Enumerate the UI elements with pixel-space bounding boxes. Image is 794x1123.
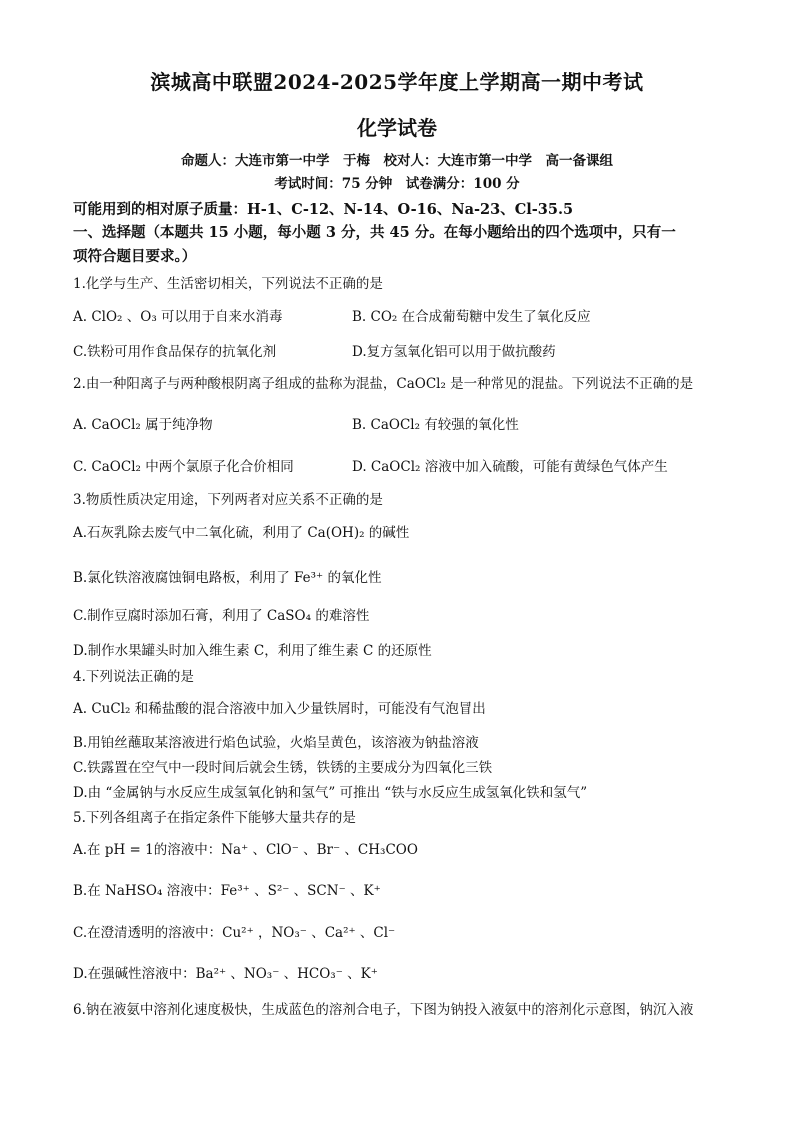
exam-title: 滨城高中联盟2024-2025学年度上学期高一期中考试: [150, 70, 644, 94]
q3-option-a: A.石灰乳除去废气中二氧化硫，利用了 Ca(OH)₂ 的碱性: [73, 525, 410, 541]
q5-option-b: B.在 NaHSO₄ 溶液中：Fe³⁺ 、S²⁻ 、SCN⁻ 、K⁺: [73, 883, 381, 899]
q2-option-a: A. CaOCl₂ 属于纯净物: [73, 417, 213, 433]
authors-line: 命题人：大连市第一中学 于梅 校对人：大连市第一中学 高一备课组: [181, 153, 613, 169]
q4-option-a: A. CuCl₂ 和稀盐酸的混合溶液中加入少量铁屑时，可能没有气泡冒出: [73, 701, 486, 717]
q5-option-c: C.在澄清透明的溶液中：Cu²⁺ ，NO₃⁻ 、Ca²⁺ 、Cl⁻: [73, 925, 396, 941]
exam-subtitle: 化学试卷: [357, 116, 437, 140]
section-heading-line1: 一、选择题（本题共 15 小题，每小题 3 分，共 45 分。在每小题给出的四个选项中，只有一: [73, 224, 676, 241]
q4-option-c: C.铁露置在空气中一段时间后就会生锈，铁锈的主要成分为四氧化三铁: [73, 760, 493, 776]
q1-stem: 1.化学与生产、生活密切相关，下列说法不正确的是: [73, 276, 383, 292]
q2-option-c: C. CaOCl₂ 中两个氯原子化合价相同: [73, 459, 294, 475]
q5-stem: 5.下列各组离子在指定条件下能够大量共存的是: [73, 810, 356, 826]
q3-option-b: B.氯化铁溶液腐蚀铜电路板，利用了 Fe³⁺ 的氧化性: [73, 570, 382, 586]
q1-option-a: A. ClO₂ 、O₃ 可以用于自来水消毒: [73, 309, 283, 325]
q2-stem: 2.由一种阳离子与两种酸根阴离子组成的盐称为混盐，CaOCl₂ 是一种常见的混盐。下列说法不正确的是: [73, 376, 694, 392]
q5-option-d: D.在强碱性溶液中：Ba²⁺ 、NO₃⁻ 、HCO₃⁻ 、K⁺: [73, 966, 378, 982]
q4-option-d: D.由 “金属钠与水反应生成氢氧化钠和氢气” 可推出 “铁与水反应生成氢氧化铁和氢气”: [73, 785, 588, 801]
q3-option-c: C.制作豆腐时添加石膏，利用了 CaSO₄ 的难溶性: [73, 608, 370, 624]
q1-option-c: C.铁粉可用作食品保存的抗氧化剂: [73, 344, 277, 360]
q3-option-d: D.制作水果罐头时加入维生素 C，利用了维生素 C 的还原性: [73, 643, 432, 659]
q1-option-b: B. CO₂ 在合成葡萄糖中发生了氧化反应: [352, 309, 591, 325]
q4-stem: 4.下列说法正确的是: [73, 669, 194, 685]
q2-option-d: D. CaOCl₂ 溶液中加入硫酸，可能有黄绿色气体产生: [352, 459, 668, 475]
time-score-line: 考试时间：75 分钟 试卷满分：100 分: [274, 176, 520, 192]
q3-stem: 3.物质性质决定用途，下列两者对应关系不正确的是: [73, 492, 383, 508]
q1-option-d: D.复方氢氧化铝可以用于做抗酸药: [352, 344, 556, 360]
atomic-masses: 可能用到的相对原子质量：H-1、C-12、N-14、O-16、Na-23、Cl-35.5: [73, 201, 574, 218]
q4-option-b: B.用铂丝蘸取某溶液进行焰色试验，火焰呈黄色，该溶液为钠盐溶液: [73, 735, 479, 751]
q2-option-b: B. CaOCl₂ 有较强的氧化性: [352, 417, 519, 433]
q5-option-a: A.在 pH = 1的溶液中：Na⁺ 、ClO⁻ 、Br⁻ 、CH₃COO: [73, 842, 418, 858]
q6-stem: 6.钠在液氨中溶剂化速度极快，生成蓝色的溶剂合电子，下图为钠投入液氨中的溶剂化示意图，钠沉入液: [73, 1002, 694, 1018]
section-heading-line2: 项符合题目要求。）: [73, 248, 197, 265]
